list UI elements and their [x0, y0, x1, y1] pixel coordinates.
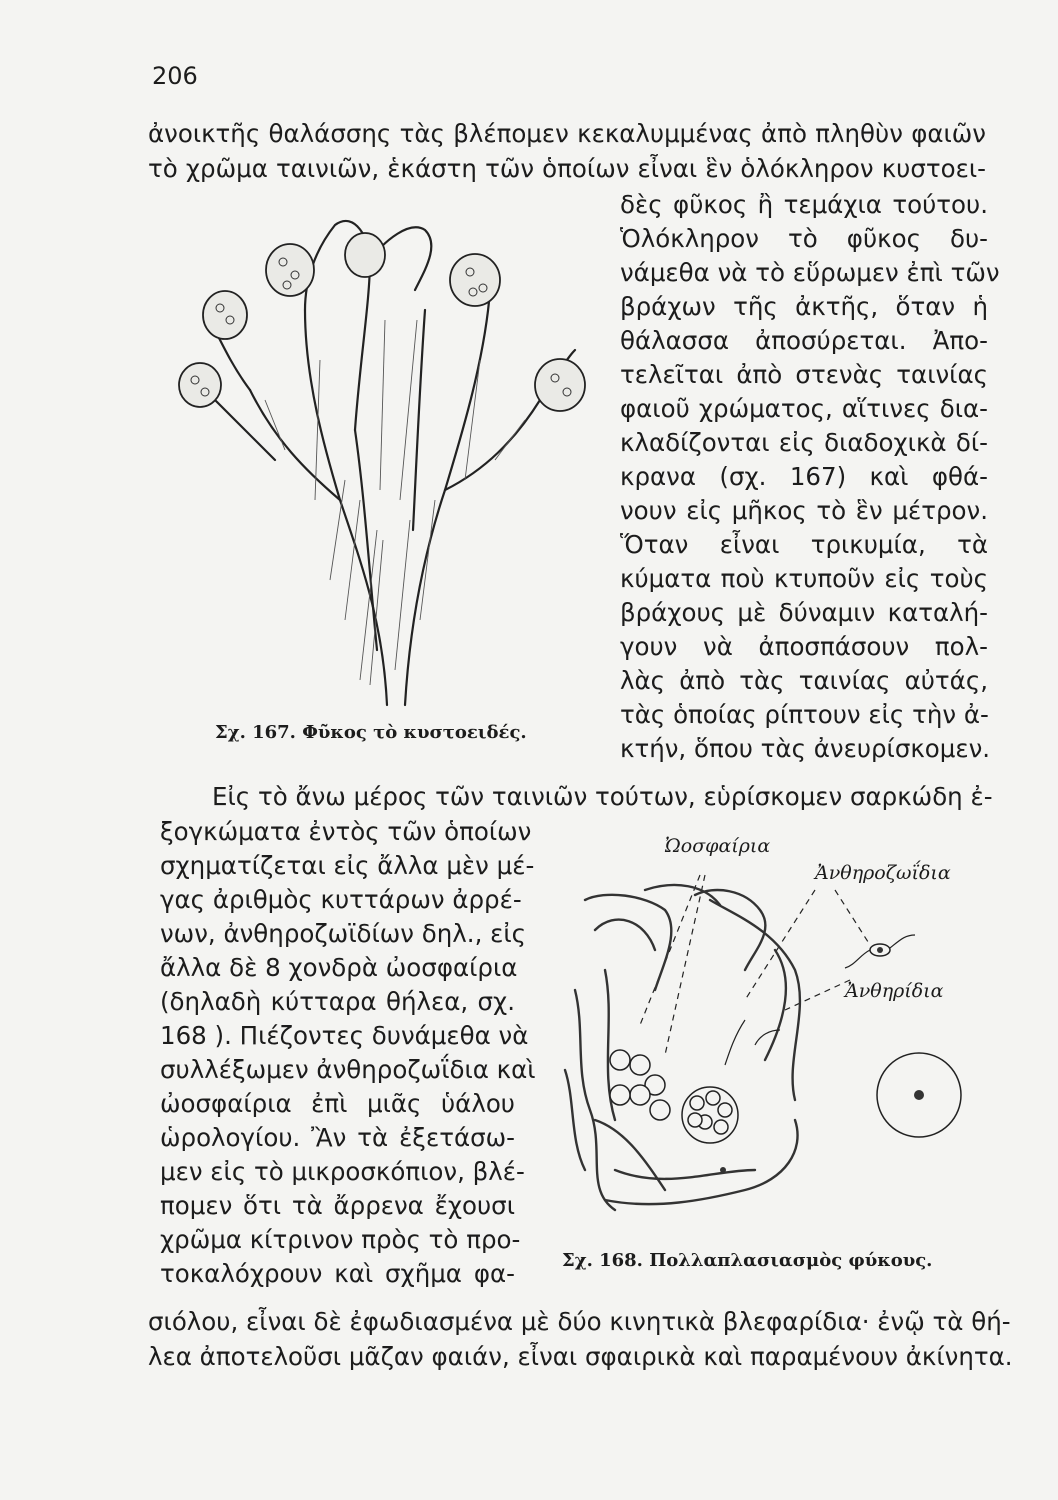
text-line: ξογκώματα ἐντὸς τῶν ὁποίων [160, 817, 532, 846]
figure-167-seaweed-drawing [155, 200, 615, 710]
text-line: χρῶμα κίτρινον πρὸς τὸ προ- [160, 1225, 521, 1254]
text-line: Ὁλόκληρον τὸ φῦκος δυ- [620, 224, 988, 253]
figure-168-reproduction-drawing [545, 870, 965, 1230]
figure-168-label-anthiridia: Ἀνθηρίδια [845, 980, 944, 1002]
text-line: κτήν, ὅπου τὰς ἀνευρίσκομεν. [620, 734, 991, 763]
text-line: κλαδίζονται εἰς διαδοχικὰ δί- [620, 428, 988, 457]
text-line: βράχους μὲ δύναμιν καταλή- [620, 598, 988, 627]
text-line: τὸ χρῶμα ταινιῶν, ἑκάστη τῶν ὁποίων εἶναι ἓν ὁλόκληρον κυστοει- [148, 154, 986, 183]
text-line: τελεῖται ἀπὸ στενὰς ταινίας [620, 360, 988, 389]
text-line: σιόλου, εἶναι δὲ ἐφωδιασμένα μὲ δύο κινητικὰ βλεφαρίδια· ἐνῷ τὰ θή- [148, 1307, 1011, 1336]
text-line: Ὅταν εἶναι τρικυμία, τὰ [620, 530, 988, 559]
text-line: θάλασσα ἀποσύρεται. Ἀπο- [620, 326, 988, 355]
text-line: νουν εἰς μῆκος τὸ ἓν μέτρον. [620, 496, 988, 525]
text-line: δὲς φῦκος ἢ τεμάχια τούτου. [620, 190, 988, 219]
text-line: γουν νὰ ἀποσπάσουν πολ- [620, 632, 988, 661]
text-line: ἀνοικτῆς θαλάσσης τὰς βλέπομεν κεκαλυμμένας ἀπὸ πληθὺν φαιῶν [148, 119, 986, 148]
text-line: τὰς ὁποίας ρίπτουν εἰς τὴν ἀ- [620, 700, 989, 729]
figure-167-caption: Σχ. 167. Φῦκος τὸ κυστοειδές. [215, 722, 527, 743]
text-line: νάμεθα νὰ τὸ εὕρωμεν ἐπὶ τῶν [620, 258, 1000, 287]
text-line: φαιοῦ χρώματος, αἵτινες δια- [620, 394, 988, 423]
text-line: σχηματίζεται εἰς ἄλλα μὲν μέ- [160, 851, 535, 880]
text-line: μεν εἰς τὸ μικροσκόπιον, βλέ- [160, 1157, 525, 1186]
figure-168-label-anthirozoidia: Ἀνθηροζωΐδια [815, 862, 951, 884]
text-line: λεα ἀποτελοῦσι μᾶζαν φαιάν, εἶναι σφαιρικὰ καὶ παραμένουν ἀκίνητα. [148, 1342, 1013, 1371]
text-line: νων, ἀνθηροζωϊδίων δηλ., εἰς [160, 919, 527, 948]
figure-168-label-oosfairia: Ὠοσφαίρια [665, 835, 771, 857]
text-line: (δηλαδὴ κύτταρα θήλεα, σχ. [160, 987, 515, 1016]
text-line: κρανα (σχ. 167) καὶ φθά- [620, 462, 988, 491]
figure-168-caption: Σχ. 168. Πολλαπλασιασμὸς φύκους. [562, 1250, 933, 1271]
text-line: Εἰς τὸ ἄνω μέρος τῶν ταινιῶν τούτων, εὑρίσκομεν σαρκώδη ἐ- [212, 782, 993, 811]
text-line: ὡρολογίου. Ἂν τὰ ἐξετάσω- [160, 1123, 515, 1152]
text-line: γας ἀριθμὸς κυττάρων ἀρρέ- [160, 885, 522, 914]
text-line: πομεν ὅτι τὰ ἄρρενα ἔχουσι [160, 1191, 515, 1220]
text-line: ἄλλα δὲ 8 χονδρὰ ὠοσφαίρια [160, 953, 518, 982]
text-line: βράχων τῆς ἀκτῆς, ὅταν ἡ [620, 292, 988, 321]
text-line: τοκαλόχρουν καὶ σχῆμα φα- [160, 1259, 515, 1288]
text-line: 168 ). Πιέζοντες δυνάμεθα νὰ [160, 1021, 529, 1050]
page-number: 206 [152, 62, 198, 90]
text-line: συλλέξωμεν ἀνθηροζωΐδια καὶ [160, 1055, 536, 1084]
text-line: λὰς ἀπὸ τὰς ταινίας αὐτάς, [620, 666, 988, 695]
text-line: ὠοσφαίρια ἐπὶ μιᾶς ὑάλου [160, 1089, 515, 1118]
text-line: κύματα ποὺ κτυποῦν εἰς τοὺς [620, 564, 988, 593]
